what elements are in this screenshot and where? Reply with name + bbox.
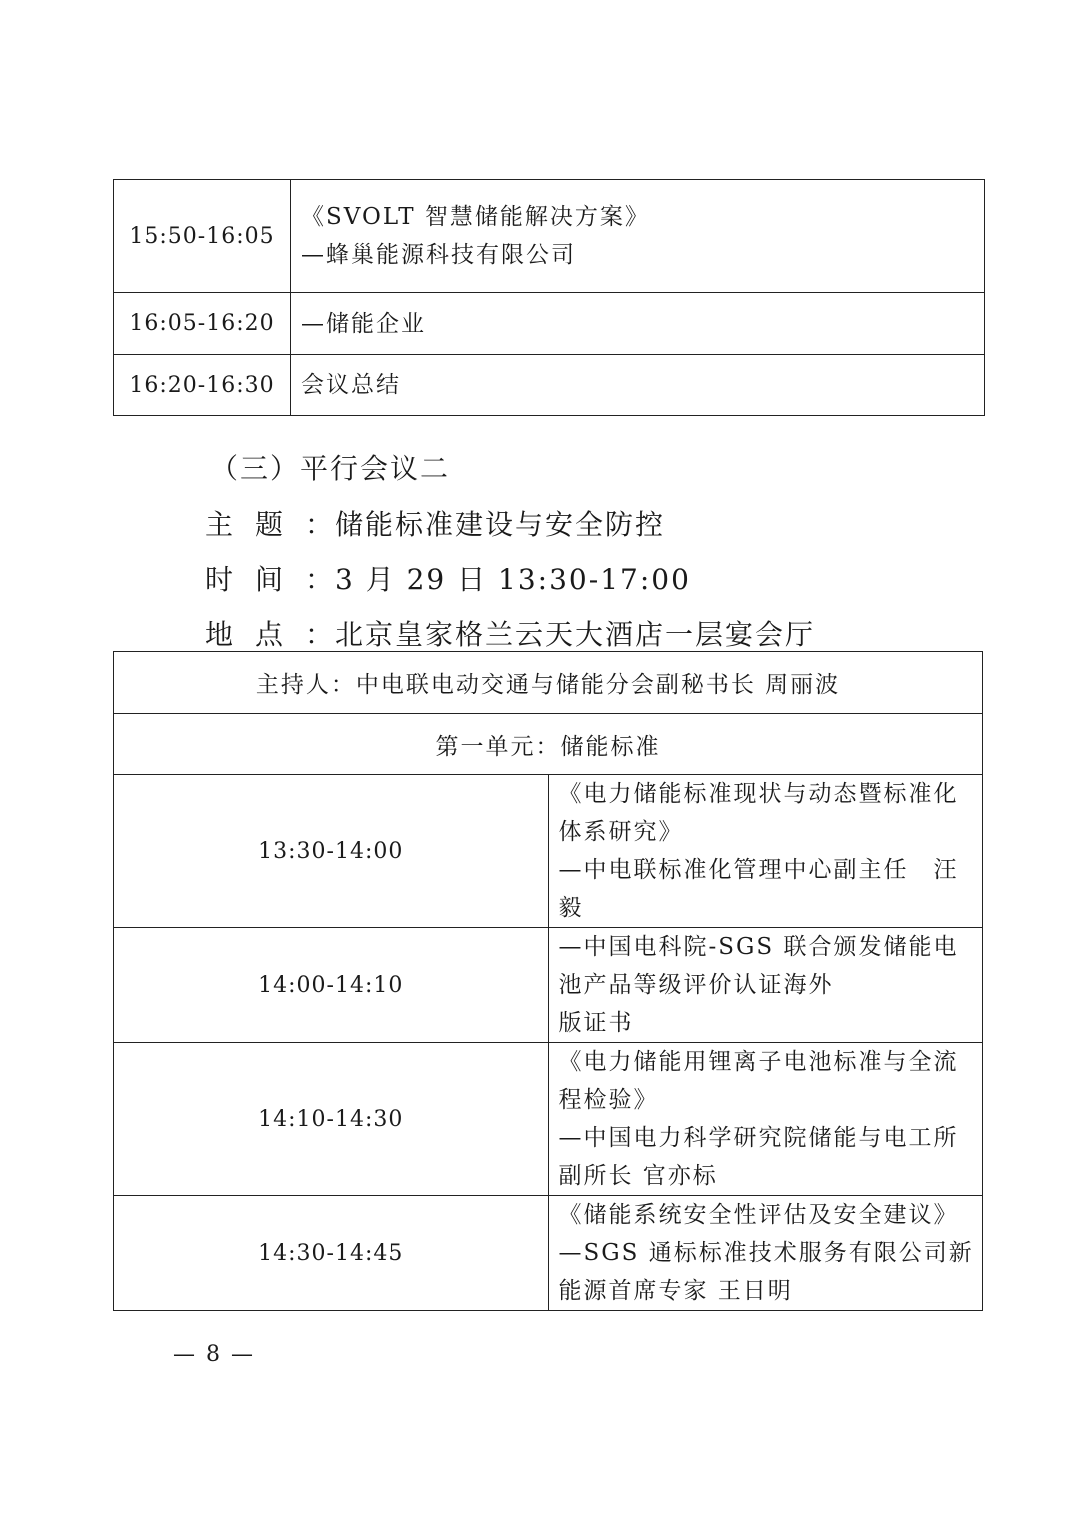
content-cell bbox=[548, 1196, 983, 1311]
theme-line bbox=[205, 503, 665, 543]
time-cell: 14:10-14:30 bbox=[114, 1043, 549, 1196]
theme-label: 主 题 bbox=[205, 508, 286, 541]
unit-row bbox=[114, 714, 983, 775]
content-line: —SGS 通标标准技术服务有限公司新能源首席专家 王日明 bbox=[558, 1240, 974, 1304]
content-line: 《电力储能用锂离子电池标准与全流程检验》 bbox=[558, 1049, 959, 1113]
unit-cell: 第一单元：储能标准 bbox=[114, 714, 983, 775]
time-cell: 16:20-16:30 bbox=[114, 355, 291, 416]
content-cell bbox=[291, 355, 985, 416]
time-cell: 13:30-14:00 bbox=[114, 775, 549, 928]
time-cell: 16:05-16:20 bbox=[114, 293, 291, 355]
place-line bbox=[205, 613, 815, 653]
time-label: 时 间 bbox=[205, 563, 286, 596]
time-cell: 14:00-14:10 bbox=[114, 928, 549, 1043]
content-line: —蜂巢能源科技有限公司 bbox=[301, 242, 576, 268]
content-cell bbox=[548, 928, 983, 1043]
table-row bbox=[114, 1043, 983, 1196]
theme-value: ：储能标准建设与安全防控 bbox=[305, 508, 666, 541]
table-row bbox=[114, 355, 985, 416]
page-number: — 8 — bbox=[173, 1342, 255, 1367]
host-row bbox=[114, 652, 983, 714]
host-cell: 主持人：中电联电动交通与储能分会副秘书长 周丽波 bbox=[114, 652, 983, 714]
time-value: ：3 月 29 日 13:30-17:00 bbox=[305, 563, 691, 596]
content-line: 《电力储能标准现状与动态暨标准化体系研究》 bbox=[558, 781, 959, 845]
schedule-table-2 bbox=[113, 651, 983, 1311]
place-value: ：北京皇家格兰云天大酒店一层宴会厅 bbox=[305, 618, 816, 651]
schedule-table-1 bbox=[113, 179, 985, 416]
content-line: 会议总结 bbox=[301, 372, 401, 398]
content-line: 版证书 bbox=[558, 1010, 634, 1036]
content-line: —中电联标准化管理中心副主任 汪 毅 bbox=[558, 857, 984, 921]
table-row bbox=[114, 928, 983, 1043]
table-row bbox=[114, 1196, 983, 1311]
time-line bbox=[205, 558, 691, 598]
time-cell: 14:30-14:45 bbox=[114, 1196, 549, 1311]
table-row bbox=[114, 180, 985, 293]
content-cell bbox=[548, 775, 983, 928]
content-cell bbox=[291, 180, 985, 293]
time-cell: 15:50-16:05 bbox=[114, 180, 291, 293]
content-cell bbox=[291, 293, 985, 355]
content-cell bbox=[548, 1043, 983, 1196]
section-heading: （三）平行会议二 bbox=[210, 452, 451, 485]
content-line: —中国电力科学研究院储能与电工所副所长 官亦标 bbox=[558, 1125, 959, 1189]
content-line: —储能企业 bbox=[301, 310, 426, 337]
place-label: 地 点 bbox=[205, 618, 286, 651]
table-row bbox=[114, 775, 983, 928]
content-line: 《SVOLT 智慧储能解决方案》 bbox=[301, 204, 650, 230]
content-line: 《储能系统安全性评估及安全建议》 bbox=[558, 1202, 959, 1228]
content-line: —中国电科院-SGS 联合颁发储能电池产品等级评价认证海外 bbox=[558, 934, 959, 998]
table-row bbox=[114, 293, 985, 355]
